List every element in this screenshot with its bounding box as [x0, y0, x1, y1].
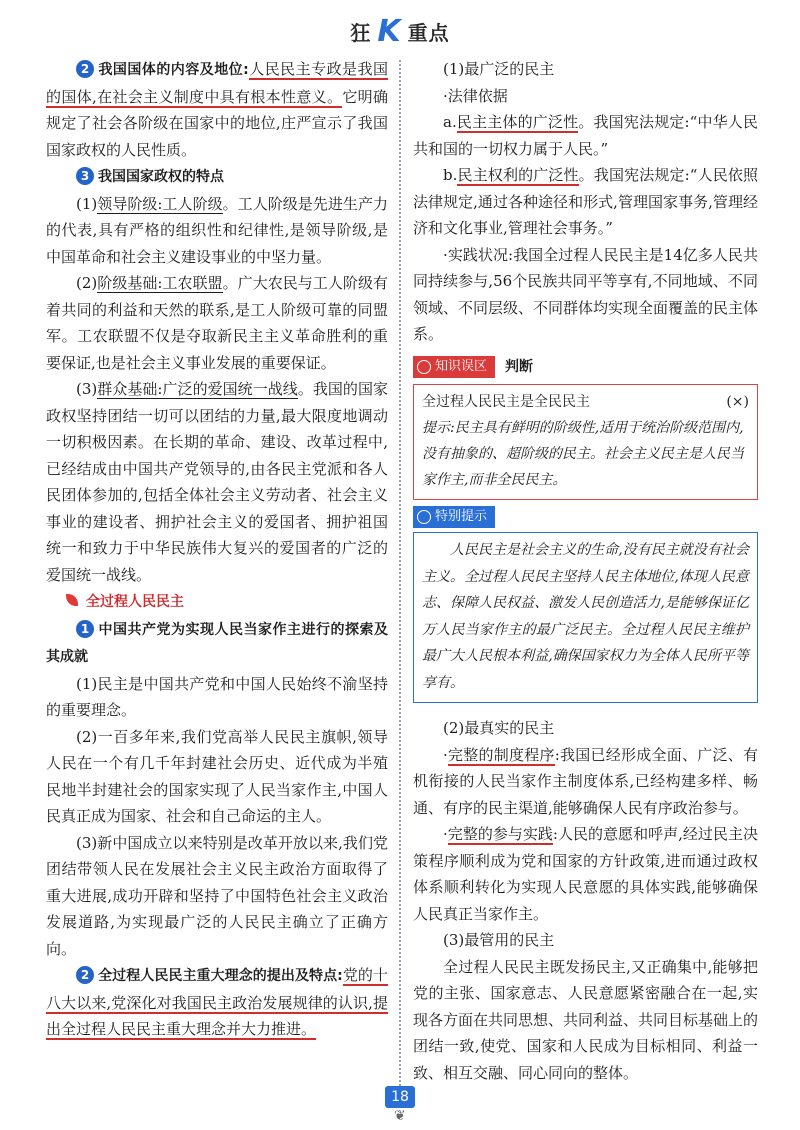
brand-logo: [350, 14, 449, 49]
brand-left: 狂: [350, 21, 372, 45]
paragraph: ·实践状况:我国全过程人民民主是14亿多人民共同持续参与,56个民族共同平等享有,不同地域、不同领域、不同层级、不同群体均实现全面覆盖的民主体系。: [413, 245, 759, 343]
text: a.: [443, 113, 457, 131]
bird-icon: ❦: [394, 1108, 406, 1124]
heading: 我国国家政权的特点: [98, 169, 224, 185]
special-text: 人民民主是社会主义的生命,没有民主就没有社会主义。全过程人民民主坚持人民主体地位,体现人民意志、保障人民权益、激发人民创造活力,是能够保证亿万人民当家作主的最广泛民主。全过程人民民主维护最广大人民根本利益,确保国家权力为全体人民所平等享有。: [422, 542, 749, 691]
paragraph: 全过程人民民主既发扬民主,又正确集中,能够把党的主张、国家意志、人民意愿紧密融合在一起,实现各方面在共同思想、共同利益、共同目标基础上的团结一致,使党、国家和人民成为目标相同、利益一致、相互交融、同心同向的整体。: [413, 957, 759, 1082]
text: (1): [76, 194, 98, 213]
underlined-text: 民主权利的广泛性: [457, 166, 579, 184]
statement-row: [422, 389, 749, 415]
heading: 中国共产党为实现人民当家作主进行的探索及其成就: [46, 621, 388, 665]
judgement-mark: (×): [726, 394, 749, 410]
paragraph: [46, 962, 388, 1043]
statement: 全过程人民民主是全民民主: [422, 394, 590, 410]
underlined-text: 阶级基础:工农联盟: [97, 274, 223, 292]
text: (3): [76, 380, 98, 398]
paragraph: [46, 376, 388, 588]
misconception-header: [413, 354, 758, 381]
right-column: [413, 56, 758, 1086]
page-number: 18: [385, 1086, 415, 1108]
text: ·: [443, 745, 448, 764]
page-header: [0, 14, 800, 49]
paragraph: [413, 742, 758, 822]
underlined-text: 党的十八大以来,党深化对我国民主政治发展规律的认识,提出全过程人民民主重大理念并大力推进。: [46, 966, 388, 1038]
section-title-text: 全过程人民民主: [86, 594, 184, 610]
number-badge: 2: [76, 60, 94, 78]
text: 。我国宪法规定:“中华人民共和国的一切权力属于人民。”: [413, 113, 758, 158]
text: :人民的意愿和呼声,经过民主决策程序顺利成为党和国家的方针政策,进而通过政权体系顺利转化为实现人民意愿的具体实践,能够确保人民真正当家作主。: [413, 825, 758, 923]
misconception-box: [413, 384, 758, 500]
paragraph: (3)新中国成立以来特别是改革开放以来,我们党团结带领人民在发展社会主义民主政治方面取得了重大进展,成功开辟和坚持了中国特色社会主义政治发展道路,为实现最广泛的人民民主确立了正确方向。: [46, 833, 388, 958]
info-icon: [417, 510, 431, 524]
tag-label: 特别提示: [435, 509, 488, 524]
text: 。工人阶级是先进生产力的代表,具有严格的组织性和纪律性,是领导阶级,是中国革命和社会主义建设事业的中坚力量。: [46, 194, 388, 266]
left-column: [46, 56, 388, 1043]
special-box: [413, 532, 758, 703]
text: b.: [443, 166, 458, 184]
underlined-text: 人民民主专政是我国的国体,在社会主义制度中具有根本性意义。: [46, 60, 388, 106]
special-header: [413, 506, 758, 528]
brand-right: 重点: [407, 21, 450, 45]
paragraph: [413, 162, 758, 242]
underlined-text: 完整的参与实践: [447, 825, 553, 843]
heading: 我国国体的内容及地位:: [98, 62, 249, 78]
text: 它明确规定了社会各阶级在国家中的地位,庄严宣示了我国国家政权的人民性质。: [46, 87, 388, 159]
heading: 全过程人民民主重大理念的提出及特点:: [98, 968, 343, 984]
paragraph: [46, 270, 388, 376]
text: ·: [443, 825, 448, 843]
paragraph: (1)民主是中国共产党和中国人民始终不渝坚持的重要理念。: [46, 674, 388, 719]
underlined-text: 民主主体的广泛性: [456, 113, 579, 131]
section-title: [46, 588, 388, 616]
number-badge: 1: [76, 620, 94, 638]
spacer: [413, 707, 758, 715]
tag-label: 知识误区: [435, 358, 488, 374]
paragraph: (3)最管用的民主: [443, 931, 555, 949]
leaf-icon: [66, 594, 78, 606]
paragraph: [46, 191, 388, 271]
text: 。我国的国家政权坚持团结一切可以团结的力量,最大限度地调动一切积极因素。在长期的革命、建设、改革过程中,已经结成由中国共产党领导的,由各民主党派和各人民团体参加的,包括全体社会主义劳动者、社会主义事业的建设者、拥护社会主义的爱国者、拥护祖国统一和致力于中华民族伟大复兴的爱国者的广泛的爱国统一战线。: [46, 380, 388, 584]
underlined-text: 群众基础:广泛的爱国统一战线: [97, 380, 298, 398]
judge-label: 判断: [505, 358, 534, 375]
text: :我国已经形成全面、广泛、有机衔接的人民当家作主制度体系,已经构建多样、畅通、有序的民主渠道,能够确保人民有序政治参与。: [413, 745, 758, 817]
nature-paragraph: [46, 56, 388, 163]
tip-text: 提示:民主具有鲜明的阶级性,适用于统治阶级范围内,没有抽象的、超阶级的民主。社会主义民主是人民当家作主,而非全民民主。: [422, 420, 744, 488]
column-divider: [399, 60, 403, 1090]
paragraph: (1)最广泛的民主: [443, 60, 555, 78]
text: (2): [76, 274, 98, 292]
subheading: [46, 616, 388, 671]
warning-icon: [417, 360, 431, 374]
paragraph: (2)最真实的民主: [443, 719, 555, 737]
subheading: [46, 163, 388, 191]
paragraph: [413, 821, 758, 927]
misconception-tag: [413, 356, 495, 378]
number-badge: 3: [76, 167, 94, 185]
paragraph: ·法律依据: [443, 86, 508, 105]
paragraph: [413, 109, 758, 162]
text: 。广大农民与工人阶级有着共同的利益和天然的联系,是工人阶级可靠的同盟军。工农联盟不仅是夺取新民主主义革命胜利的重要保证,也是社会主义事业发展的重要保证。: [46, 274, 388, 372]
underlined-text: 领导阶级:工人阶级: [97, 194, 223, 213]
text: 。我国宪法规定:“人民依照法律规定,通过各种途径和形式,管理国家事务,管理经济和文化事业,管理社会事务。”: [413, 166, 758, 237]
special-tag: [413, 506, 495, 528]
underlined-text: 完整的制度程序: [447, 745, 555, 764]
brand-k: K: [377, 14, 402, 49]
paragraph: (2)一百多年来,我们党高举人民民主旗帜,领导人民在一个有几千年封建社会历史、近代成为半殖民地半封建社会的国家实现了人民当家作主,中国人民真正成为国家、社会和自己命运的主人。: [46, 727, 388, 825]
number-badge: 2: [76, 966, 94, 984]
